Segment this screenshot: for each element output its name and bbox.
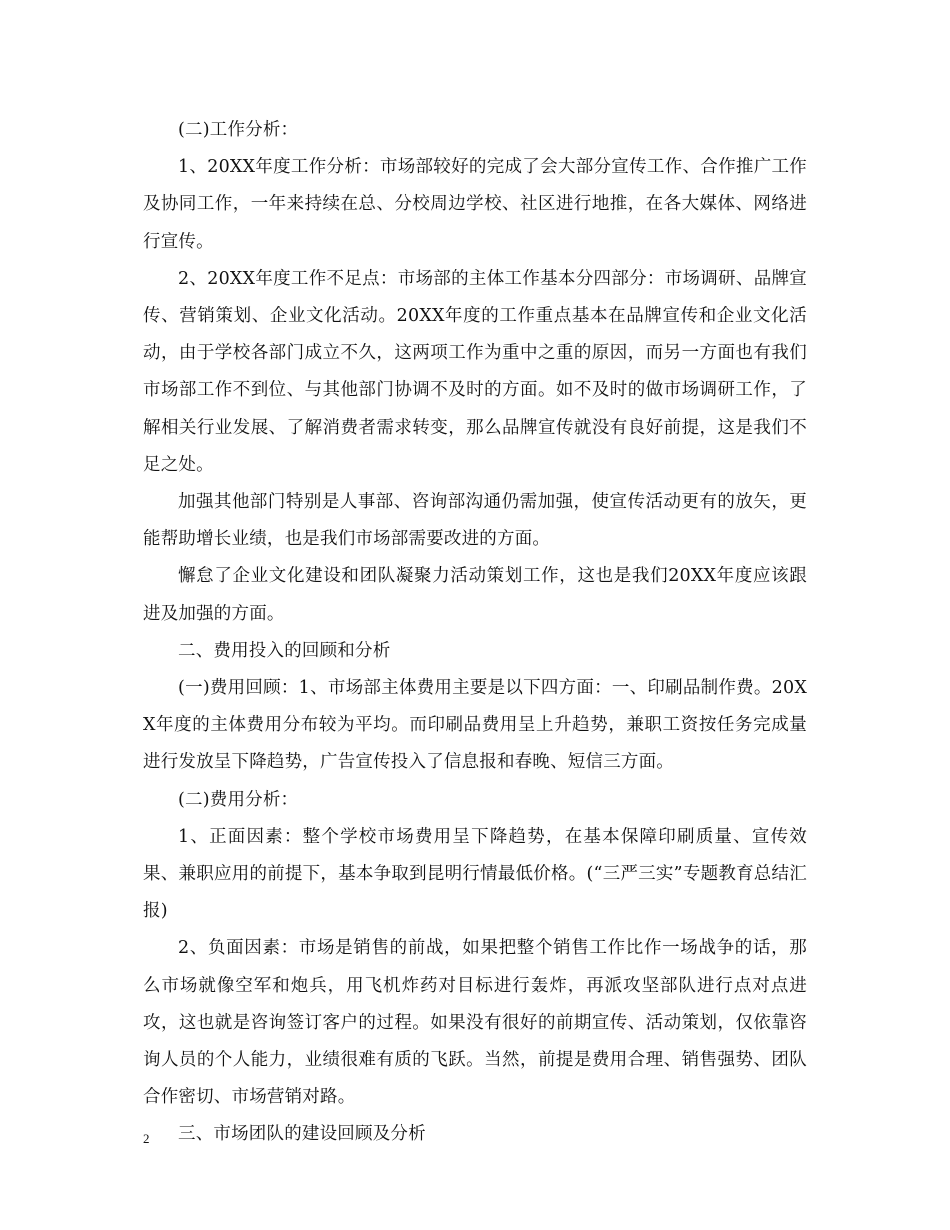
page-number: 2 xyxy=(143,1131,150,1146)
paragraph-team-building-heading: 三、市场团队的建设回顾及分析 xyxy=(178,1124,426,1145)
paragraph-negative-factors: 2、负面因素：市场是销售的前战，如果把整个销售工作比作一场战争的话，那么市场就像空军和炮兵，用飞机炸药对目标进行轰炸，再派攻坚部队进行点对点进攻，这也就是咨询签订客户的过程。如果没有很好的前期宣传、活动策划，仅依靠咨询人员的个人能力，业绩很难有质的飞跃。当然，前提是费用合理、销售强势、团队合作密切、市场营销对路。 xyxy=(143,938,807,1108)
paragraph-cost-analysis-heading: (二)费用分析： xyxy=(178,789,299,810)
paragraph-department-communication: 加强其他部门特别是人事部、咨询部沟通仍需加强，使宣传活动更有的放矢，更能帮助增长业绩，也是我们市场部需要改进的方面。 xyxy=(143,492,807,550)
document-body xyxy=(143,112,807,1154)
paragraph-cost-review-heading: 二、费用投入的回顾和分析 xyxy=(178,640,391,661)
paragraph-work-analysis-heading: (二)工作分析： xyxy=(178,120,299,140)
paragraph-annual-shortcomings: 2、20XX年度工作不足点：市场部的主体工作基本分四部分：市场调研、品牌宣传、营销策划、企业文化活动。20XX年度的工作重点基本在品牌宣传和企业文化活动，由于学校各部门成立不久，这两项工作为重中之重的原因，而另一方面也有我们市场部工作不到位、与其他部门协调不及时的方面。如不及时的做市场调研工作，了解相关行业发展、了解消费者需求转变，那么品牌宣传就没有良好前提，这是我们不足之处。 xyxy=(143,268,807,475)
paragraph-annual-work-analysis: 1、20XX年度工作分析：市场部较好的完成了会大部分宣传工作、合作推广工作及协同工作，一年来持续在总、分校周边学校、社区进行地推，在各大媒体、网络进行宣传。 xyxy=(143,157,807,252)
paragraph-cost-review: (一)费用回顾：1、市场部主体费用主要是以下四方面：一、印刷品制作费。20XX年度的主体费用分布较为平均。而印刷品费用呈上升趋势，兼职工资按任务完成量进行发放呈下降趋势，广告宣传投入了信息报和春晚、短信三方面。 xyxy=(143,678,807,773)
paragraph-corporate-culture: 懈怠了企业文化建设和团队凝聚力活动策划工作，这也是我们20XX年度应该跟进及加强的方面。 xyxy=(143,566,807,624)
paragraph-positive-factors: 1、正面因素：整个学校市场费用呈下降趋势，在基本保障印刷质量、宣传效果、兼职应用的前提下，基本争取到昆明行情最低价格。(“三严三实”专题教育总结汇报) xyxy=(143,826,807,922)
